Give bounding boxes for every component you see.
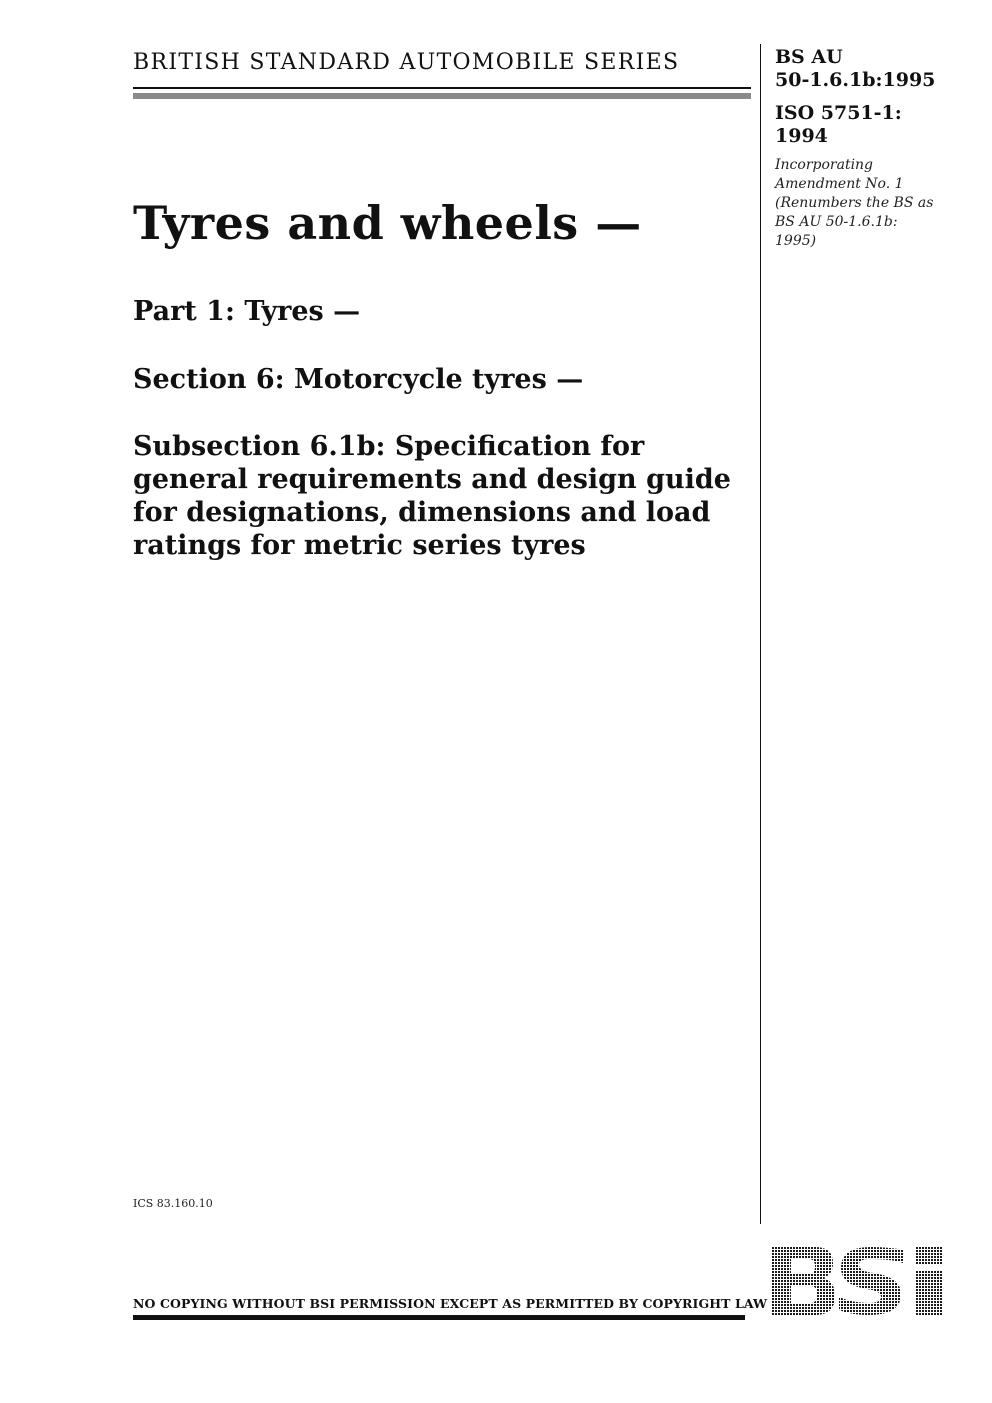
header-rule-grey xyxy=(133,93,751,99)
series-title: BRITISH STANDARD AUTOMOBILE SERIES xyxy=(133,50,680,75)
section-title: Section 6: Motorcycle tyres — xyxy=(133,364,584,395)
footer-rule xyxy=(133,1315,745,1320)
part-title: Part 1: Tyres — xyxy=(133,296,361,327)
subsection-title: Subsection 6.1b: Specification for general requirements and design guide for designations, dimensions and load ratings for metric series tyres xyxy=(133,431,731,561)
ics-code: ICS 83.160.10 xyxy=(133,1197,213,1210)
main-title: Tyres and wheels — xyxy=(133,196,642,250)
header-rule-thin xyxy=(133,87,751,89)
column-divider xyxy=(760,44,761,1224)
bsi-logo-icon xyxy=(769,1244,947,1318)
amendment-note: Incorporating Amendment No. 1 (Renumbers the BS as BS AU 50-1.6.1b: 1995) xyxy=(775,157,934,249)
copyright-notice: NO COPYING WITHOUT BSI PERMISSION EXCEPT AS PERMITTED BY COPYRIGHT LAW xyxy=(133,1296,768,1311)
bs-standard-number: BS AU 50-1.6.1b:1995 xyxy=(775,46,936,91)
iso-standard-number: ISO 5751-1: 1994 xyxy=(775,102,902,147)
